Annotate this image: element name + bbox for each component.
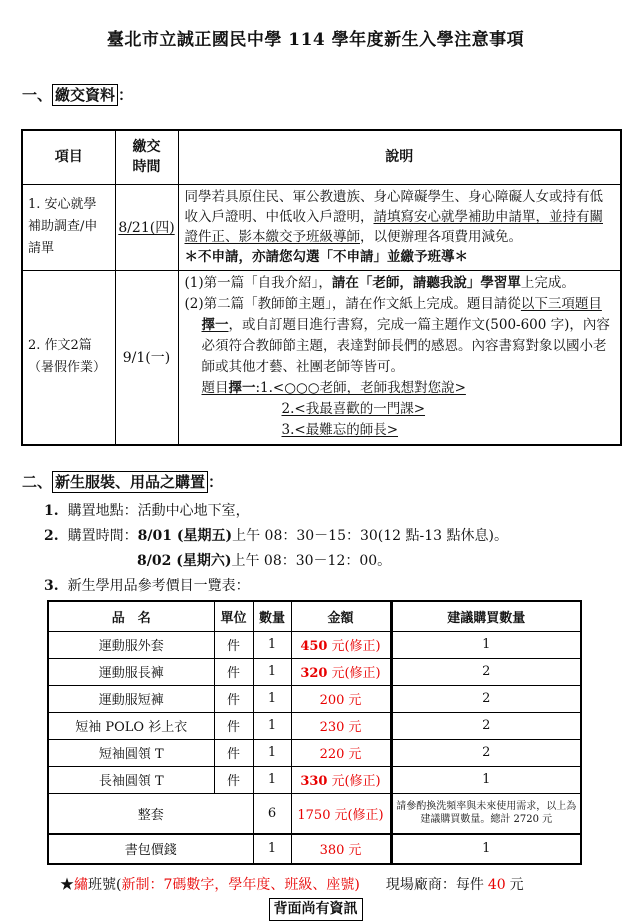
item-unit: 件 — [214, 685, 253, 712]
item-qty: 6 — [253, 793, 291, 834]
item-unit: 件 — [214, 739, 253, 766]
vendor-label: 現場廠商：每件 — [385, 876, 484, 893]
amount-number: 320 — [300, 666, 328, 681]
table-row-long-tee — [48, 766, 581, 793]
amount-unit: 元 — [348, 747, 362, 762]
item-suggest: 2 — [391, 658, 581, 685]
table-row-short-tee — [48, 739, 581, 766]
amount-number: 1750 — [297, 807, 331, 823]
footer — [0, 898, 631, 921]
purchase-time-item — [44, 525, 631, 547]
section1-heading — [22, 84, 631, 106]
section2-heading-box: 新生服裝、用品之購置 — [52, 471, 208, 493]
amount-number: 220 — [319, 747, 345, 762]
item-name: 整套 — [48, 793, 253, 834]
topic-option-1 — [202, 378, 615, 399]
vendor-price: 40 — [487, 876, 506, 893]
section2-number: 二、 — [22, 472, 53, 491]
set-suggest-note: 請參酌換洗頻率與未來使用需求，以上為建議購買數量。總計 2720 元 — [391, 793, 581, 834]
item-unit: 件 — [214, 658, 253, 685]
item-qty: 1 — [253, 631, 291, 658]
section2-colon: ： — [208, 472, 224, 491]
essay2-underlined: 以下三項題目 — [520, 295, 602, 312]
subsidy-due-date — [115, 184, 178, 270]
amount-unit: 元(修正) — [331, 774, 381, 789]
item-qty: 1 — [253, 658, 291, 685]
purchase-location-text: 購置地點：活動中心地下室， — [67, 502, 250, 519]
purchase-time-2: 上午 08：30－12：00。 — [231, 552, 392, 569]
essay2-pre: (2)第二篇「教師節主題」，請在作文紙上完成。題目請從 — [184, 295, 521, 312]
topic-1-text: :1.<○○○老師，老師我想對您說> — [255, 379, 466, 396]
submission-table-header-row — [22, 130, 621, 184]
section1-number: 一、 — [22, 86, 53, 104]
section1-heading-box: 繳交資料 — [52, 84, 118, 106]
amount-number: 230 — [319, 720, 345, 735]
note-red-char: 繡 — [74, 876, 88, 893]
essay1-instructions — [185, 273, 615, 294]
amount-unit: 元 — [348, 693, 362, 708]
price-header-name: 品 名 — [48, 601, 214, 632]
amount-number: 450 — [300, 639, 328, 654]
table-row-essays — [22, 270, 621, 445]
amount-unit: 元(修正) — [334, 807, 384, 823]
essay2-underlined-bold: 擇一 — [201, 316, 229, 333]
item-amount — [291, 685, 391, 712]
note-red-main: 新制：7碼數字，學年度、班級、座號) — [121, 876, 360, 893]
subsidy-due-date-text: 8/21(四) — [118, 220, 175, 236]
item-name: 運動服外套 — [48, 631, 214, 658]
purchase-time-number: 2. — [44, 527, 59, 544]
submission-table — [21, 129, 622, 446]
amount-number: 200 — [319, 693, 345, 708]
topics-label-bold: 擇一 — [228, 379, 256, 396]
star-icon: ★ — [60, 876, 74, 893]
table-row-jacket — [48, 631, 581, 658]
price-header-amount: 金額 — [291, 601, 391, 632]
subsidy-desc-underlined: 請填寫安心就學補助申請單，並持有關證件正、影本繳交予班級導師 — [184, 208, 603, 245]
purchase-location-item — [44, 500, 631, 522]
essay2-post: ，或自訂題目進行書寫，完成一篇主題作文(500-600 字)，內容必須符合教師節主題，表達對師長們的感恩。內容書寫對象以國小老師或其他才藝、社團老師等皆可。 — [201, 316, 610, 375]
header-time-line1: 繳交 — [132, 139, 161, 156]
purchase-info-list — [44, 500, 631, 597]
item-qty: 1 — [253, 685, 291, 712]
table-row-polo — [48, 712, 581, 739]
amount-unit: 元 — [348, 720, 362, 735]
item-amount — [291, 766, 391, 793]
amount-number: 330 — [300, 774, 328, 789]
item-name: 運動服短褲 — [48, 685, 214, 712]
item-name: 短袖 POLO 衫上衣 — [48, 712, 214, 739]
embroidery-note — [60, 874, 631, 894]
item-qty: 1 — [253, 712, 291, 739]
item-name: 長袖圓領 T — [48, 766, 214, 793]
item-suggest: 2 — [391, 712, 581, 739]
amount-unit: 元(修正) — [331, 666, 381, 681]
amount-unit: 元 — [348, 843, 362, 858]
subsidy-item-name: 1. 安心就學補助調查/申請單 — [22, 184, 115, 270]
table-row-long-pants — [48, 658, 581, 685]
essays-due-date-text: 9/1(一) — [122, 350, 171, 366]
section2-heading — [22, 471, 631, 493]
price-list-number: 3. — [44, 577, 59, 594]
topics-label: 題目 — [201, 379, 229, 396]
item-amount — [291, 658, 391, 685]
item-qty: 1 — [253, 834, 291, 864]
essay1-post: 上完成。 — [520, 274, 575, 291]
essays-item-name — [22, 270, 115, 445]
item-name: 運動服長褲 — [48, 658, 214, 685]
essays-item-line2: （暑假作業） — [28, 360, 107, 375]
item-suggest: 1 — [391, 834, 581, 864]
essay1-pre: (1)第一篇「自我介紹」， — [184, 274, 332, 291]
item-unit: 件 — [214, 631, 253, 658]
price-header-suggest: 建議購買數量 — [391, 601, 581, 632]
purchase-time-label: 購置時間： — [67, 527, 138, 544]
header-description: 說明 — [178, 130, 621, 184]
price-table — [47, 600, 582, 865]
item-amount — [291, 712, 391, 739]
item-name: 書包價錢 — [48, 834, 253, 864]
price-list-item — [44, 575, 631, 597]
item-amount — [291, 739, 391, 766]
price-header-qty: 數量 — [253, 601, 291, 632]
subsidy-desc-part2: ，以便辦理各項費用減免。 — [360, 228, 522, 245]
table-row-subsidy — [22, 184, 621, 270]
price-table-header-row — [48, 601, 581, 632]
item-qty: 1 — [253, 766, 291, 793]
table-row-schoolbag — [48, 834, 581, 864]
vendor-price-unit: 元 — [509, 876, 524, 893]
amount-number: 380 — [319, 843, 345, 858]
item-amount — [291, 834, 391, 864]
essays-description — [178, 270, 621, 445]
essays-item-line1: 2. 作文2篇 — [28, 338, 92, 353]
essay1-bold: 請在「老師，請聽我說」學習單 — [331, 274, 521, 291]
table-row-shorts — [48, 685, 581, 712]
subsidy-desc-bold-note: ＊不申請，亦請您勾選「不申請」並繳予班導＊ — [184, 248, 468, 265]
essay2-instructions — [185, 294, 615, 378]
topic-option-3 — [282, 420, 615, 441]
topic-option-2 — [282, 399, 615, 420]
item-unit: 件 — [214, 766, 253, 793]
page-title: 臺北市立誠正國民中學 114 學年度新生入學注意事項 — [106, 30, 525, 50]
item-qty: 1 — [253, 739, 291, 766]
amount-unit: 元(修正) — [331, 639, 381, 654]
header-time — [115, 130, 178, 184]
item-name: 短袖圓領 T — [48, 739, 214, 766]
back-side-notice-box: 背面尚有資訊 — [269, 898, 363, 921]
item-suggest: 1 — [391, 631, 581, 658]
purchase-date-2: 8/02 (星期六) — [137, 552, 232, 569]
item-suggest: 2 — [391, 685, 581, 712]
note-black-1: 班號( — [88, 876, 122, 893]
item-amount — [291, 793, 391, 834]
purchase-time-item-2 — [44, 550, 631, 572]
section1-colon: ： — [118, 86, 134, 104]
header-time-line2: 時間 — [132, 159, 161, 176]
purchase-time-1: 上午 08：30－15：30(12 點-13 點休息)。 — [232, 527, 508, 544]
item-suggest: 1 — [391, 766, 581, 793]
purchase-date-1: 8/01 (星期五) — [137, 527, 233, 544]
table-row-full-set — [48, 793, 581, 834]
price-list-text: 新生學用品參考價目一覽表： — [67, 577, 250, 594]
item-amount — [291, 631, 391, 658]
topic-2-text: 2.<我最喜歡的一門課> — [281, 400, 426, 417]
subsidy-desc-part1: 同學若具原住民、軍公教遺族、身心障礙學生、身心障礙人女或持有低收入戶證明、中低收入戶證明， — [184, 188, 603, 225]
topic-3-text: 3.<最難忘的師長> — [281, 421, 399, 438]
price-header-unit: 單位 — [214, 601, 253, 632]
purchase-location-number: 1. — [44, 502, 59, 519]
subsidy-description — [178, 184, 621, 270]
item-unit: 件 — [214, 712, 253, 739]
header-item: 項目 — [22, 130, 115, 184]
essays-due-date — [115, 270, 178, 445]
item-suggest: 2 — [391, 739, 581, 766]
